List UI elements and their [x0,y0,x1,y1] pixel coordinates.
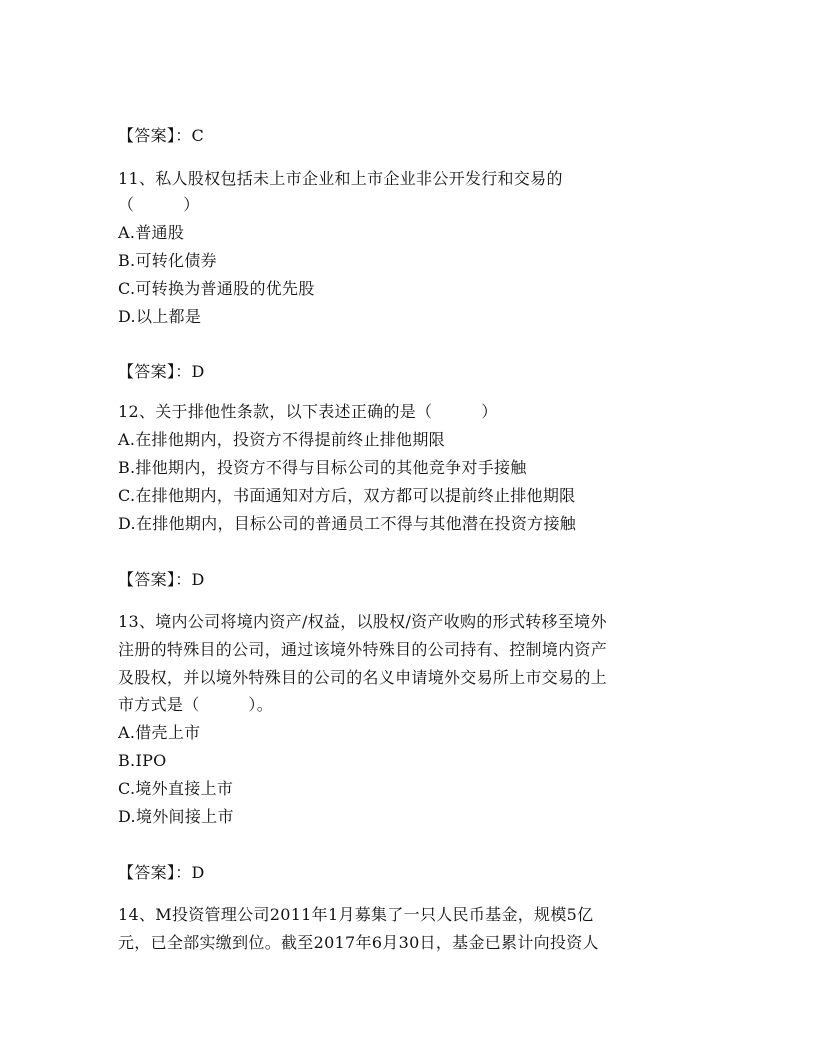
question-13-stem-line-1: 13、境内公司将境内资产/权益，以股权/资产收购的形式转移至境外 [118,612,607,631]
answer-11: 【答案】：D [118,362,205,381]
question-12-option-b: B.排他期内，投资方不得与目标公司的其他竞争对手接触 [118,458,527,477]
question-13-option-d: D.境外间接上市 [118,807,234,826]
question-12-stem: 12、关于排他性条款，以下表述正确的是（ ） [118,402,498,421]
question-11-stem-line-1: 11、私人股权包括未上市企业和上市企业非公开发行和交易的 [118,169,563,188]
question-11-stem-line-2: （ ） [118,195,200,214]
question-11-option-a: A.普通股 [118,223,185,242]
question-13-stem-line-4: 市方式是（ ）。 [118,695,274,714]
question-13-option-a: A.借壳上市 [118,723,201,742]
question-12-option-c: C.在排他期内，书面通知对方后，双方都可以提前终止排他期限 [118,486,576,505]
question-13-stem-line-3: 及股权，并以境外特殊目的公司的名义申请境外交易所上市交易的上 [118,668,608,687]
question-13-stem-line-2: 注册的特殊目的公司，通过该境外特殊目的公司持有、控制境内资产 [118,640,608,659]
question-11-option-b: B.可转化债券 [118,251,217,270]
question-12-option-a: A.在排他期内，投资方不得提前终止排他期限 [118,430,445,449]
answer-12: 【答案】：D [118,570,205,589]
question-12-option-d: D.在排他期内，目标公司的普通员工不得与其他潜在投资方接触 [118,514,577,533]
question-11-option-d: D.以上都是 [118,307,202,326]
answer-13: 【答案】：D [118,863,205,882]
question-13-option-b: B.IPO [118,751,167,770]
question-11-option-c: C.可转换为普通股的优先股 [118,279,315,298]
question-13-option-c: C.境外直接上市 [118,779,234,798]
question-14-stem-line-2: 元，已全部实缴到位。截至2017年6月30日，基金已累计向投资人 [118,933,599,952]
question-14-stem-line-1: 14、M投资管理公司2011年1月募集了一只人民币基金，规模5亿 [118,905,594,924]
answer-10: 【答案】：C [118,126,205,145]
